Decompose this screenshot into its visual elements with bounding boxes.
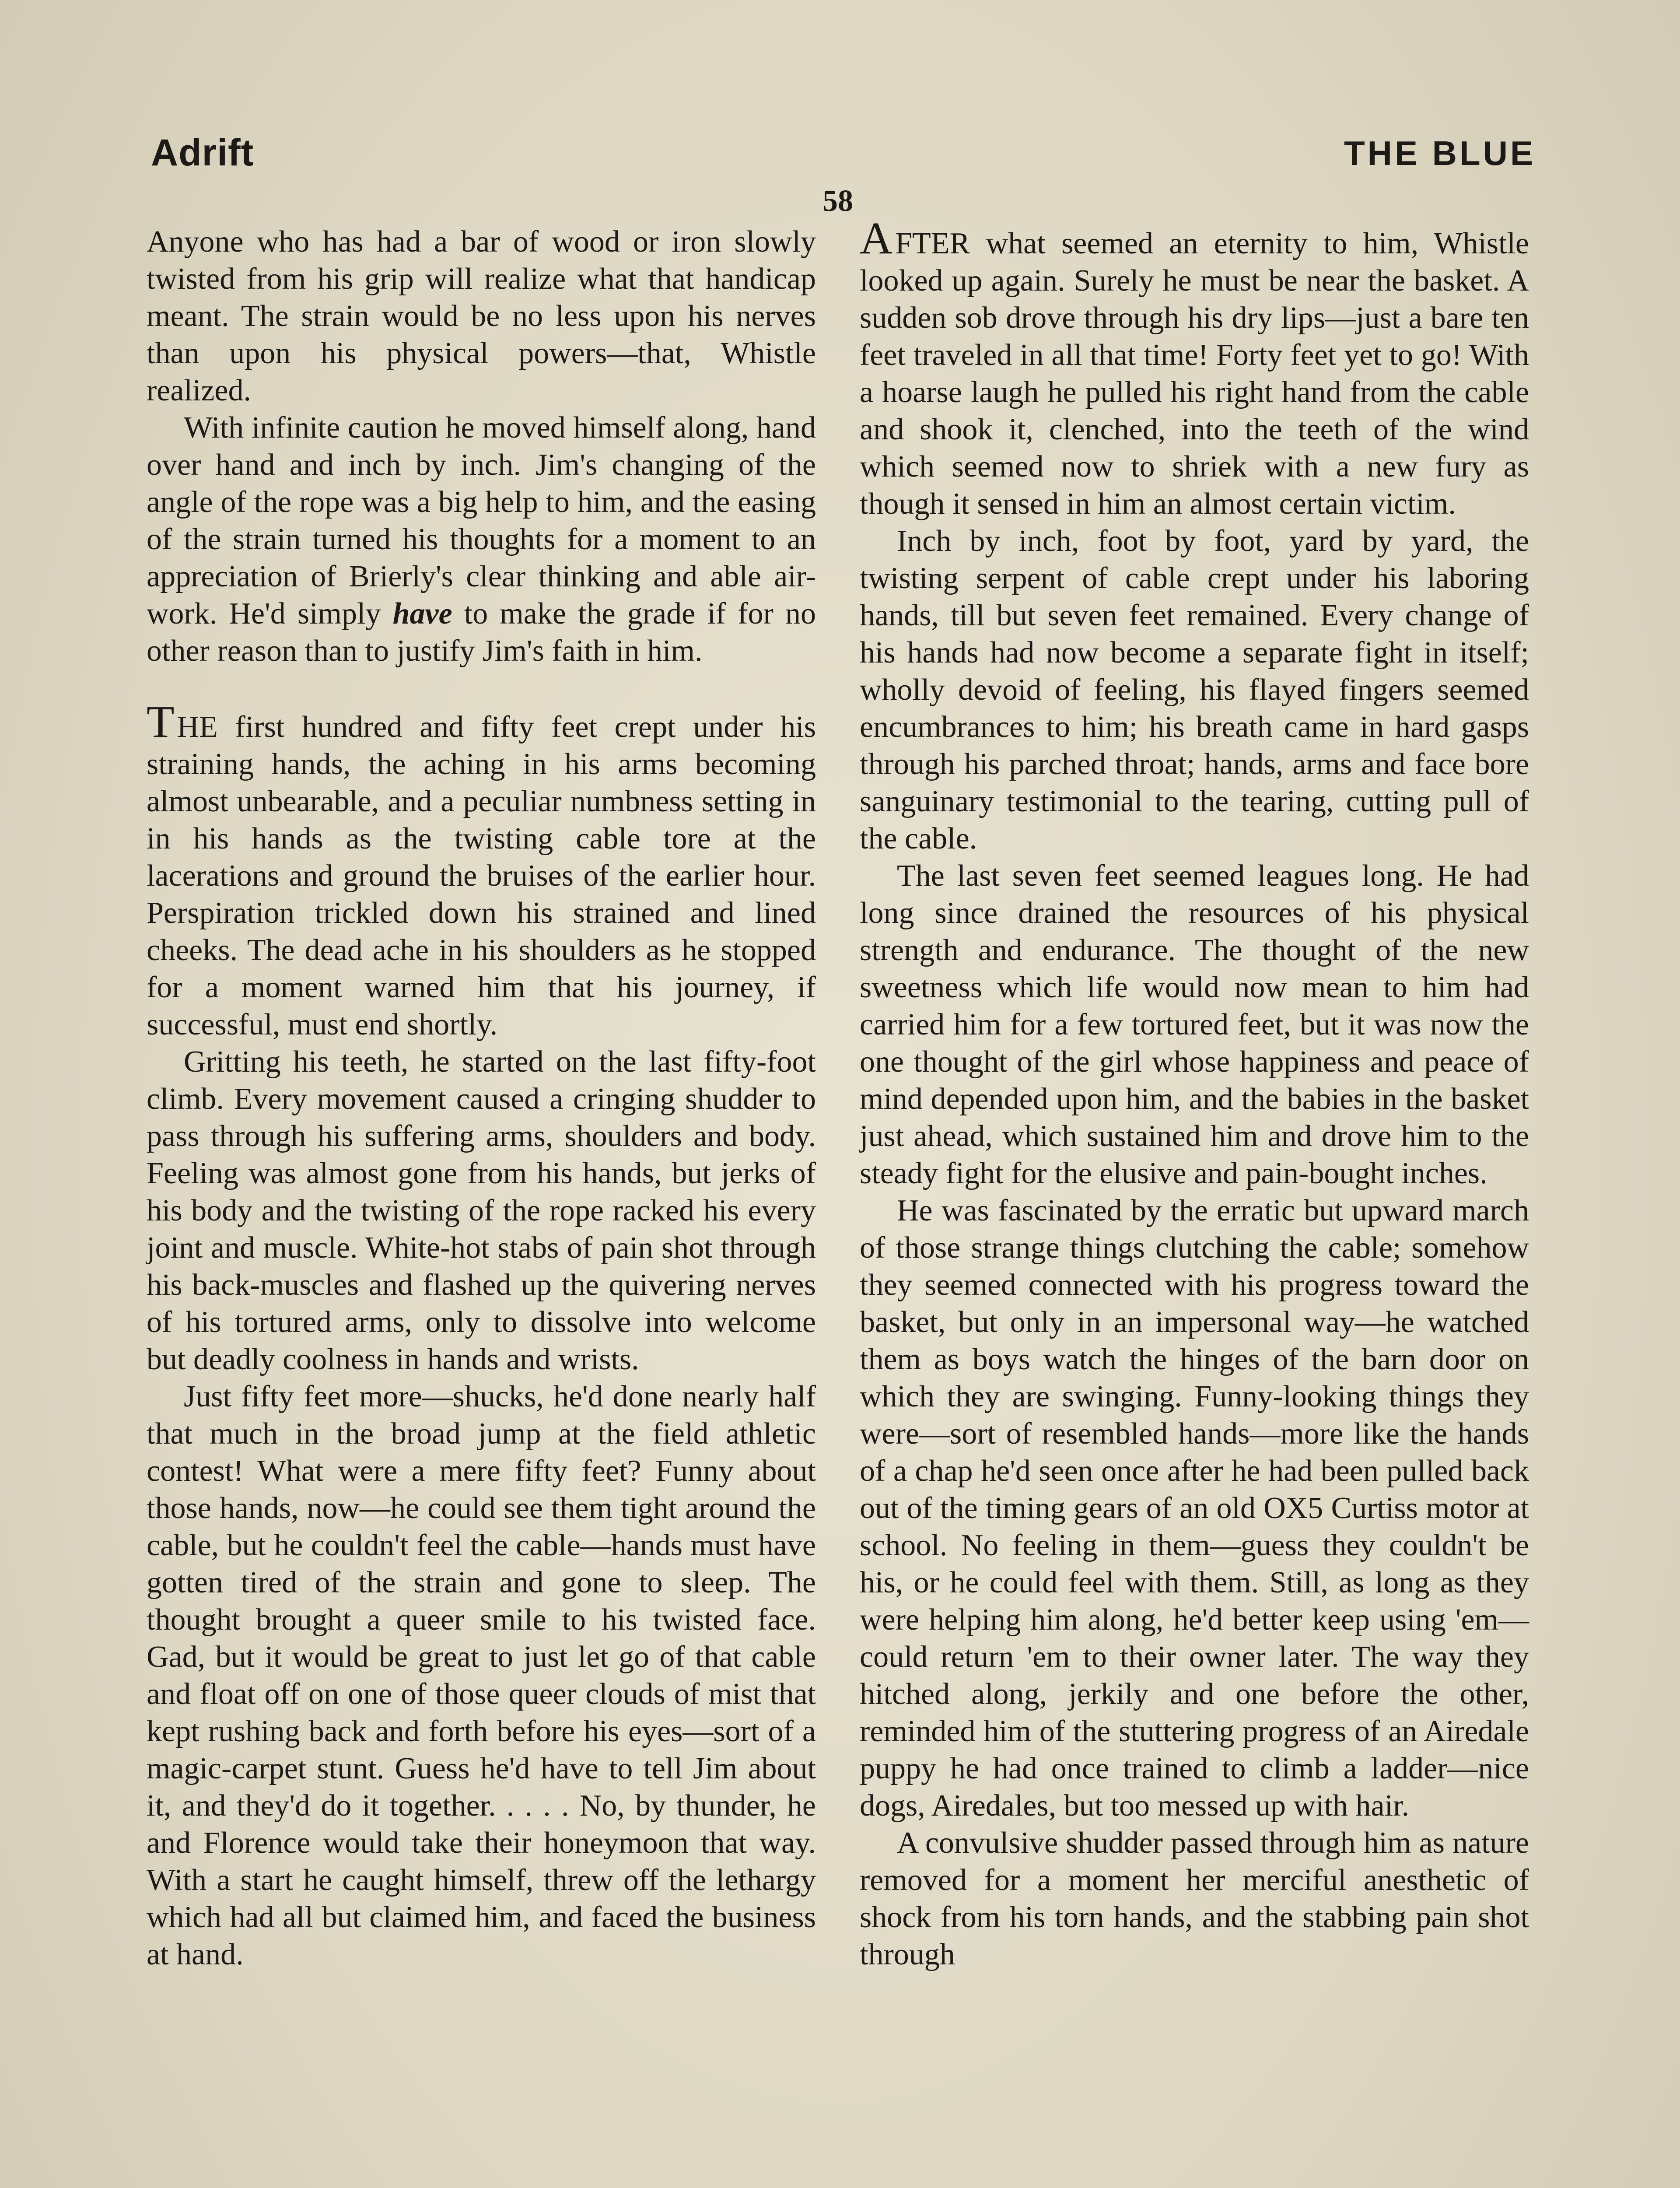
- right-paragraph-2: Inch by inch, foot by foot, yard by yard, the twisting serpent of cable crept under his laboring hands, till but seven feet remained. Every change of his hands had now become a separate fight in itself; wholly devoid of feeling, his flayed fingers seemed encumbrances to him; his breath came in hard gasps through his parched throat; hands, arms and face bore sanguinary testimonial to the tearing, cutting pull of the cable.: [860, 524, 1529, 856]
- left-paragraph-2: [147, 409, 816, 670]
- left-paragraph-4: Gritting his teeth, he started on the last fifty-foot climb. Every movement caused a cringing shudder to pass through his suffering arms, shoulders and body. Feeling was almost gone from his hands, but jerks of his body and the twisting of the rope racked his every joint and muscle. White-hot stabs of pain shot through his back-muscles and flashed up the quivering nerves of his tortured arms, only to dissolve into welcome but deadly coolness in hands and wrists.: [147, 1045, 816, 1376]
- left-paragraph-1: Anyone who has had a bar of wood or iron slowly twisted from his grip will realize what that handicap meant. The strain would be no less upon his nerves than upon his physical powers—that, Whistle realized.: [147, 225, 816, 407]
- left-paragraph-5: Just fifty feet more—shucks, he'd done nearly half that much in the broad jump at the field athletic contest! What were a mere fifty feet? Funny about those hands, now—he could see them tight around the cable, but he couldn't feel the cable—hands must have gotten tired of the strain and gone to sleep. The thought brought a queer smile to his twisted face. Gad, but it would be great to just let go of that cable and float off on one of those queer clouds of mist that kept rushing back and forth before his eyes—sort of a magic-carpet stunt. Guess he'd have to tell Jim about it, and they'd do it together. . . . . No, by thunder, he and Florence would take their honeymoon that way. With a start he caught himself, threw off the lethargy which had all but claimed him, and faced the business at hand.: [147, 1380, 816, 1971]
- left-paragraph-2-text: With infinite caution he moved himself along, hand over hand and inch by inch. Jim's changing of the angle of the rope was a big help to him, and the easing of the strain turned his thoughts for a moment to an appreciation of Brierly's clear thinking and able air-work. He'd simply: [147, 411, 816, 631]
- drop-cap-t: T: [147, 697, 175, 747]
- right-paragraph-4: He was fascinated by the erratic but upward march of those strange things clutching the cable; somehow they seemed connected with his progress toward the basket, but only in an impersonal way—he watched them as boys watch the hinges of the barn door on which they are swinging. Funny-looking things they were—sort of resembled hands—more like the hands of a chap he'd seen once after he had been pulled back out of the timing gears of an old OX5 Curtiss motor at school. No feeling in them—guess they couldn't be his, or he could feel with them. Still, as long as they were helping him along, he'd better keep using 'em—could return 'em to their owner later. The way they hitched along, jerkily and one before the other, reminded him of the stuttering progress of an Airedale puppy he had once trained to climb a ladder—nice dogs, Airedales, but too messed up with hair.: [860, 1194, 1529, 1823]
- left-paragraph-3: [147, 697, 816, 1043]
- drop-cap-a: A: [860, 213, 893, 263]
- right-paragraph-5: A convulsive shudder passed through him as nature removed for a moment her merciful anesthetic of shock from his torn hands, and the stabbing pain shot through: [860, 1826, 1529, 1971]
- running-head-magazine: THE BLUE: [1344, 134, 1536, 172]
- right-paragraph-3: The last seven feet seemed leagues long. He had long since drained the resources of his physical strength and endurance. The thought of the new sweetness which life would now mean to him had carried him for a few tortured feet, but it was now the one thought of the girl whose happiness and peace of mind depended upon him, and the babies in the basket just ahead, which sustained him and drove him to the steady fight for the elusive and pain-bought inches.: [860, 859, 1529, 1190]
- right-column: [860, 213, 1529, 1973]
- running-head-title: Adrift: [151, 132, 254, 174]
- right-paragraph-1: [860, 213, 1529, 522]
- left-paragraph-2-end: to make the grade if for no other reason than to justify Jim's faith in him.: [147, 597, 816, 668]
- page-number: 58: [822, 184, 853, 218]
- left-column: [147, 223, 816, 1973]
- right-paragraph-1-text: FTER what seemed an eternity to him, Whistle looked up again. Surely he must be near the basket. A sudden sob drove through his dry lips—just a bare ten feet traveled in all that time! Forty feet yet to go! With a hoarse laugh he pulled his right hand from the cable and shook it, clenched, into the teeth of the wind which seemed now to shriek with a new fury as though it sensed in him an almost certain victim.: [860, 227, 1529, 521]
- left-paragraph-3-text: HE first hundred and fifty feet crept under his straining hands, the aching in his arms becoming almost unbearable, and a peculiar numbness setting in in his hands as the twisting cable tore at the lacerations and ground the bruises of the earlier hour. Perspiration trickled down his strained and lined cheeks. The dead ache in his shoulders as he stopped for a moment warned him that his journey, if successful, must end shortly.: [147, 710, 816, 1041]
- emphasis-have: have: [392, 597, 452, 631]
